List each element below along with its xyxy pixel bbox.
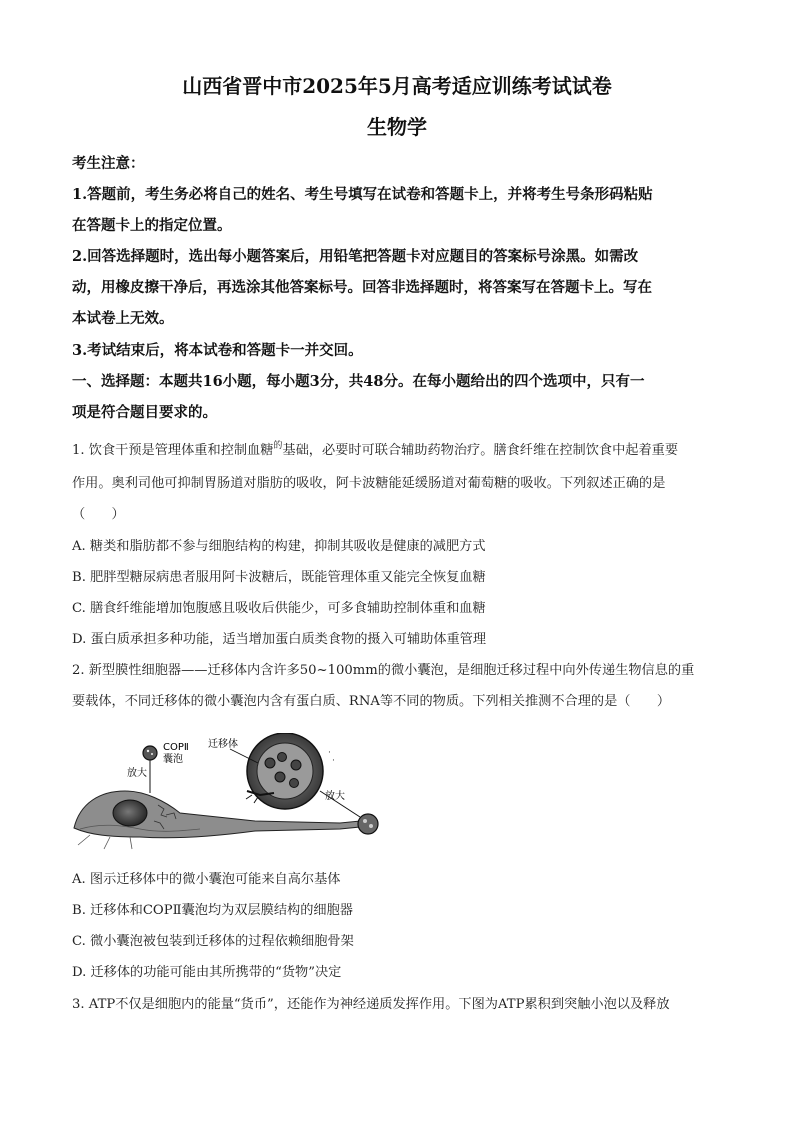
notice-item-1-line-1: 1.答题前，考生务必将自己的姓名、考生号填写在试卷和答题卡上，并将考生号条形码粘贴 (72, 186, 653, 203)
q2-option-c: C. 微小囊泡被包装到迁移体的过程依赖细胞骨架 (72, 934, 354, 949)
q2-option-d: D. 迁移体的功能可能由其所携带的“货物”决定 (72, 965, 342, 980)
q1-stem-line-1 (72, 438, 678, 458)
copii-label-line-1: COPⅡ (163, 742, 189, 753)
notice-heading: 考生注意： (72, 155, 145, 172)
q1-option-c: C. 膳食纤维能增加饱腹感且吸收后供能少，可多食辅助控制体重和血糖 (72, 601, 486, 616)
notice-item-1-line-2: 在答题卡上的指定位置。 (72, 217, 232, 234)
zoom-label-right: 放大 (325, 791, 345, 802)
q2-option-a: A. 图示迁移体中的微小囊泡可能来自高尔基体 (72, 872, 341, 887)
svg-text:·: · (328, 748, 331, 758)
notice-item-2-line-3: 本试卷上无效。 (72, 310, 174, 327)
section-1-line-1: 一、选择题：本题共16小题，每小题3分，共48分。在每小题给出的四个选项中，只有一 (72, 373, 645, 390)
copii-label-line-2: 囊泡 (163, 754, 183, 765)
notice-item-2-line-2: 动，用橡皮擦干净后，再选涂其他答案标号。回答非选择题时，将答案写在答题卡上。写在 (72, 279, 652, 296)
zoom-label-left: 放大 (127, 768, 147, 779)
q2-stem-line-2: 要载体，不同迁移体的微小囊泡内含有蛋白质、RNA等不同的物质。下列相关推测不合理的是（ ） (72, 694, 671, 709)
subject-title: 生物学 (367, 115, 427, 139)
q1-stem-line-1b: 基础，必要时可联合辅助药物治疗。膳食纤维在控制饮食中起着重要 (282, 443, 679, 458)
migrasome-figure (70, 733, 390, 853)
q1-option-b: B. 肥胖型糖尿病患者服用阿卡波糖后，既能管理体重又能完全恢复血糖 (72, 570, 486, 585)
q2-option-b: B. 迁移体和COPⅡ囊泡均为双层膜结构的细胞器 (72, 903, 353, 918)
section-1-line-2: 项是符合题目要求的。 (72, 404, 217, 421)
migrasome-at-tail (358, 814, 378, 834)
q1-answer-bracket: （ ） (72, 507, 125, 522)
q1-stem-line-2: 作用。奥利司他可抑制胃肠道对脂肪的吸收，阿卡波糖能延缓肠道对葡萄糖的吸收。下列叙述正确的是 (72, 476, 666, 491)
migrasome-zoom-view (246, 733, 323, 809)
q2-stem-line-1: 2. 新型膜性细胞器——迁移体内含许多50~100mm的微小囊泡，是细胞迁移过程中向外传递生物信息的重 (72, 663, 695, 678)
q1-stem-superscript: 的 (273, 441, 283, 451)
q1-stem-line-1a: 1. 饮食干预是管理体重和控制血糖 (72, 443, 274, 458)
q1-option-d: D. 蛋白质承担多种功能，适当增加蛋白质类食物的摄入可辅助体重管理 (72, 632, 487, 647)
notice-item-3: 3.考试结束后，将本试卷和答题卡一并交回。 (72, 342, 363, 359)
notice-item-2-line-1: 2.回答选择题时，选出每小题答案后，用铅笔把答题卡对应题目的答案标号涂黑。如需改 (72, 248, 639, 265)
q3-stem-line-1: 3. ATP不仅是细胞内的能量“货币”，还能作为神经递质发挥作用。下图为ATP累积到突触小泡以及释放 (72, 997, 670, 1012)
migrasome-label: 迁移体 (208, 739, 238, 750)
svg-text:·: · (332, 756, 335, 766)
migrating-cell (74, 791, 360, 849)
q1-option-a: A. 糖类和脂肪都不参与细胞结构的构建，抑制其吸收是健康的减肥方式 (72, 539, 486, 554)
exam-title: 山西省晋中市2025年5月高考适应训练考试试卷 (182, 74, 612, 98)
